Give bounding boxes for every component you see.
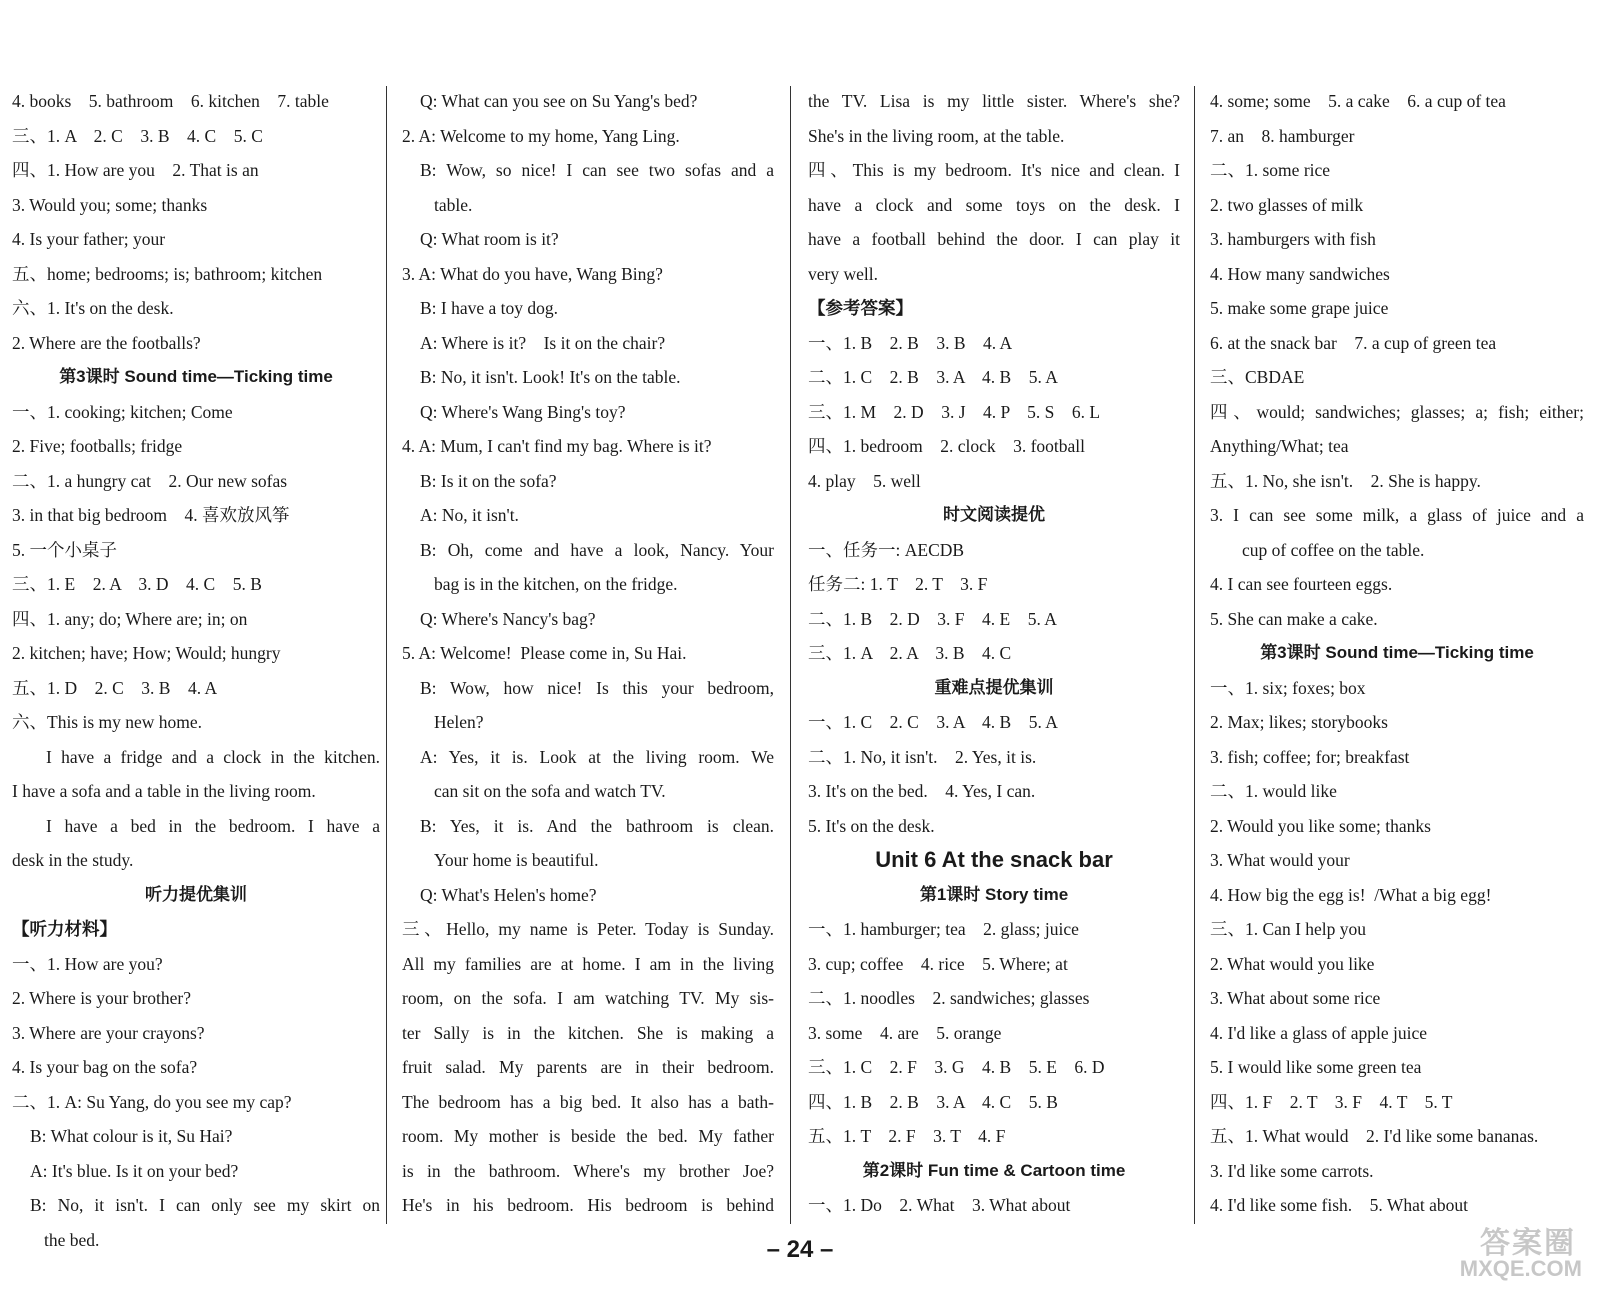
answer-line: 五、1. What would 2. I'd like some bananas. xyxy=(1210,1126,1539,1146)
answer-line: 四、1. F 2. T 3. F 4. T 5. T xyxy=(1210,1091,1453,1112)
answer-line: He's in his bedroom. His bedroom is behind xyxy=(402,1195,774,1215)
answer-line: 一、1. six; foxes; box xyxy=(1210,677,1366,698)
answer-line: the bed. xyxy=(44,1229,100,1250)
answer-line: desk in the study. xyxy=(12,850,134,870)
section-heading: 时文阅读提优 xyxy=(943,505,1045,524)
answer-line: 2. What would you like xyxy=(1210,953,1375,974)
answer-line: very well. xyxy=(808,263,878,284)
answer-line: B: Wow, how nice! Is this your bedroom, xyxy=(420,677,774,698)
answer-line: 4. Is your father; your xyxy=(12,229,166,249)
answer-line: ter Sally is in the kitchen. She is making a xyxy=(402,1022,774,1043)
answer-line: 3. Would you; some; thanks xyxy=(12,194,208,215)
column-divider xyxy=(790,86,791,1224)
answer-line: 二、1. A: Su Yang, do you see my cap? xyxy=(12,1091,292,1112)
answer-line: 二、1. a hungry cat 2. Our new sofas xyxy=(12,470,288,491)
answer-line: 3. It's on the bed. 4. Yes, I can. xyxy=(808,781,1036,801)
answer-line: Anything/What; tea xyxy=(1210,436,1349,456)
answer-line: have a clock and some toys on the desk. I xyxy=(808,194,1180,215)
answer-line: 五、1. T 2. F 3. T 4. F xyxy=(808,1126,1006,1146)
answer-line: She's in the living room, at the table. xyxy=(808,125,1065,146)
page-number: – 24 – xyxy=(766,1236,834,1263)
answer-line: 3. some 4. are 5. orange xyxy=(808,1022,1002,1043)
answer-line: is in the bathroom. Where's my brother Joe? xyxy=(402,1160,774,1181)
answer-line: 二、1. No, it isn't. 2. Yes, it is. xyxy=(808,746,1037,767)
answer-line: 2. A: Welcome to my home, Yang Ling. xyxy=(402,125,680,146)
answer-line: I have a sofa and a table in the living room. xyxy=(12,781,316,801)
answer-line: 3. Where are your crayons? xyxy=(12,1022,205,1043)
answer-line: 任务二: 1. T 2. T 3. F xyxy=(808,574,988,594)
answer-line: 5. 一个小桌子 xyxy=(12,539,117,560)
answer-line: can sit on the sofa and watch TV. xyxy=(434,781,666,801)
answer-line: Q: Where's Nancy's bag? xyxy=(420,608,596,629)
answer-column-4 xyxy=(1210,84,1584,1234)
answer-line: All my families are at home. I am in the living xyxy=(402,953,774,974)
answer-line: 4. books 5. bathroom 6. kitchen 7. table xyxy=(12,91,329,111)
answer-line: 三、CBDAE xyxy=(1210,367,1305,387)
answer-line: 六、This is my new home. xyxy=(12,712,203,732)
answer-line: 二、1. would like xyxy=(1210,781,1337,801)
answer-line: A: No, it isn't. xyxy=(420,505,519,525)
answer-line: 7. an 8. hamburger xyxy=(1210,125,1355,146)
answer-line: 一、1. How are you? xyxy=(12,953,163,974)
answer-line: 一、1. hamburger; tea 2. glass; juice xyxy=(808,919,1079,939)
answer-line: B: Is it on the sofa? xyxy=(420,470,557,491)
answer-line: B: Wow, so nice! I can see two sofas and a xyxy=(420,160,774,180)
answer-line: 3. What about some rice xyxy=(1210,988,1381,1008)
answer-line: fruit salad. My parents are in their bedroom. xyxy=(402,1057,774,1077)
answer-line: 五、home; bedrooms; is; bathroom; kitchen xyxy=(12,263,323,284)
answer-line: 5. I would like some green tea xyxy=(1210,1057,1422,1077)
column-divider xyxy=(386,86,387,1224)
answer-line: 三、1. E 2. A 3. D 4. C 5. B xyxy=(12,574,262,594)
watermark-text-bottom: MXQE.COM xyxy=(1459,1256,1582,1281)
answer-line: B: I have a toy dog. xyxy=(420,298,559,318)
answer-line: 3. fish; coffee; for; breakfast xyxy=(1210,746,1410,767)
answer-line: 2. Where is your brother? xyxy=(12,988,191,1008)
answer-line: I have a bed in the bedroom. I have a xyxy=(46,815,380,836)
answer-line: 4. Is your bag on the sofa? xyxy=(12,1057,198,1077)
answer-line: 3. in that big bedroom 4. 喜欢放风筝 xyxy=(12,505,290,525)
answer-line: 二、1. noodles 2. sandwiches; glasses xyxy=(808,988,1090,1008)
answer-line: 3. hamburgers with fish xyxy=(1210,229,1376,249)
answer-line: 5. It's on the desk. xyxy=(808,815,935,836)
answer-line: 2. two glasses of milk xyxy=(1210,194,1364,215)
answer-line: bag is in the kitchen, on the fridge. xyxy=(434,574,678,594)
answer-line: 4. I can see fourteen eggs. xyxy=(1210,574,1393,594)
section-heading: Unit 6 At the snack bar xyxy=(875,847,1113,872)
section-heading: 第3课时 Sound time—Ticking time xyxy=(59,367,333,386)
answer-line: have a football behind the door. I can play it xyxy=(808,229,1180,249)
answer-line: room, on the sofa. I am watching TV. My sis- xyxy=(402,988,774,1008)
answer-line: 4. How big the egg is! /What a big egg! xyxy=(1210,884,1492,905)
answer-line: Your home is beautiful. xyxy=(434,850,599,870)
answer-line: 3. I'd like some carrots. xyxy=(1210,1160,1374,1181)
answer-line: table. xyxy=(434,194,473,215)
section-heading: 重难点提优集训 xyxy=(934,677,1054,697)
answer-line: B: What colour is it, Su Hai? xyxy=(30,1126,233,1146)
answer-line: 2. Max; likes; storybooks xyxy=(1210,712,1388,732)
answer-line: 4. I'd like some fish. 5. What about xyxy=(1210,1195,1468,1215)
answer-line: 3. What would your xyxy=(1210,850,1350,870)
answer-line: 四、1. any; do; Where are; in; on xyxy=(12,608,248,629)
column-divider xyxy=(1194,86,1195,1224)
answer-line: The bedroom has a big bed. It also has a bath- xyxy=(402,1091,774,1112)
answer-line: the TV. Lisa is my little sister. Where's she? xyxy=(808,91,1180,111)
answer-column-2 xyxy=(402,84,774,1234)
answer-line: B: No, it isn't. I can only see my skirt on xyxy=(30,1195,380,1215)
answer-line: 6. at the snack bar 7. a cup of green tea xyxy=(1210,332,1497,353)
answer-line: 一、1. B 2. B 3. B 4. A xyxy=(808,332,1013,353)
answer-line: cup of coffee on the table. xyxy=(1242,539,1425,560)
answer-line: 四、would; sandwiches; glasses; a; fish; either; xyxy=(1210,401,1584,422)
answer-line: 2. kitchen; have; How; Would; hungry xyxy=(12,643,281,663)
answer-line: 四、This is my bedroom. It's nice and clean. I xyxy=(808,160,1180,180)
answer-column-1 xyxy=(12,84,380,1250)
answer-line: 一、1. cooking; kitchen; Come xyxy=(12,401,233,422)
answer-line: 3. cup; coffee 4. rice 5. Where; at xyxy=(808,953,1068,974)
answer-line: 5. She can make a cake. xyxy=(1210,608,1378,629)
answer-line: 五、1. No, she isn't. 2. She is happy. xyxy=(1210,470,1481,491)
answer-line: A: It's blue. Is it on your bed? xyxy=(30,1160,239,1181)
answer-line: 5. A: Welcome! Please come in, Su Hai. xyxy=(402,643,687,663)
answer-line: 5. make some grape juice xyxy=(1210,298,1389,318)
answer-line: 四、1. How are you 2. That is an xyxy=(12,160,259,180)
answer-line: 三、1. C 2. F 3. G 4. B 5. E 6. D xyxy=(808,1057,1105,1077)
section-heading: 听力提优集训 xyxy=(145,884,247,904)
answer-line: Q: What can you see on Su Yang's bed? xyxy=(420,91,698,111)
section-heading: 第3课时 Sound time—Ticking time xyxy=(1260,643,1534,662)
answer-line: 三、1. A 2. A 3. B 4. C xyxy=(808,643,1012,663)
answer-line: 四、1. bedroom 2. clock 3. football xyxy=(808,436,1086,456)
section-heading: 【参考答案】 xyxy=(808,298,913,318)
answer-line: 三、1. Can I help you xyxy=(1210,919,1367,939)
answer-line: 三、1. M 2. D 3. J 4. P 5. S 6. L xyxy=(808,401,1101,422)
answer-line: 4. How many sandwiches xyxy=(1210,263,1390,284)
answer-line: I have a fridge and a clock in the kitchen. xyxy=(46,746,380,767)
answer-line: 二、1. C 2. B 3. A 4. B 5. A xyxy=(808,367,1058,387)
answer-line: 四、1. B 2. B 3. A 4. C 5. B xyxy=(808,1091,1058,1112)
answer-line: 二、1. B 2. D 3. F 4. E 5. A xyxy=(808,608,1057,629)
answer-line: 二、1. some rice xyxy=(1210,160,1331,180)
answer-line: B: Oh, come and have a look, Nancy. Your xyxy=(420,539,774,560)
answer-line: 五、1. D 2. C 3. B 4. A xyxy=(12,677,218,698)
answer-line: 3. I can see some milk, a glass of juice and a xyxy=(1210,505,1584,525)
answer-line: 4. some; some 5. a cake 6. a cup of tea xyxy=(1210,91,1506,111)
answer-line: A: Where is it? Is it on the chair? xyxy=(420,332,666,353)
section-heading: 第1课时 Story time xyxy=(919,884,1069,904)
answer-line: 4. I'd like a glass of apple juice xyxy=(1210,1022,1427,1043)
answer-line: Helen? xyxy=(434,712,484,732)
answer-line: 4. A: Mum, I can't find my bag. Where is it? xyxy=(402,436,712,456)
answer-line: room. My mother is beside the bed. My father xyxy=(402,1126,774,1146)
watermark-logo xyxy=(1406,1218,1586,1288)
answer-line: 2. Five; footballs; fridge xyxy=(12,436,183,456)
section-heading: 第2课时 Fun time & Cartoon time xyxy=(862,1160,1126,1180)
answer-line: 六、1. It's on the desk. xyxy=(12,298,174,318)
answer-column-3 xyxy=(808,84,1180,1234)
answer-line: 4. play 5. well xyxy=(808,470,921,491)
answer-line: 2. Would you like some; thanks xyxy=(1210,815,1431,836)
answer-line: 三、Hello, my name is Peter. Today is Sunday. xyxy=(402,919,774,939)
answer-line: 2. Where are the footballs? xyxy=(12,332,201,353)
answer-line: 三、1. A 2. C 3. B 4. C 5. C xyxy=(12,125,263,146)
answer-line: 一、任务一: AECDB xyxy=(808,539,965,560)
answer-line: A: Yes, it is. Look at the living room. We xyxy=(420,746,774,767)
answer-line: 一、1. Do 2. What 3. What about xyxy=(808,1195,1071,1215)
answer-line: B: Yes, it is. And the bathroom is clean. xyxy=(420,815,774,836)
answer-line: 一、1. C 2. C 3. A 4. B 5. A xyxy=(808,712,1058,732)
answer-line: Q: What's Helen's home? xyxy=(420,884,597,905)
answer-line: 3. A: What do you have, Wang Bing? xyxy=(402,263,663,284)
answer-line: Q: Where's Wang Bing's toy? xyxy=(420,401,626,422)
answer-line: Q: What room is it? xyxy=(420,229,559,249)
watermark-text-top: 答案圈 xyxy=(1480,1227,1576,1260)
section-heading: 【听力材料】 xyxy=(12,919,117,939)
answer-line: B: No, it isn't. Look! It's on the table. xyxy=(420,367,681,387)
